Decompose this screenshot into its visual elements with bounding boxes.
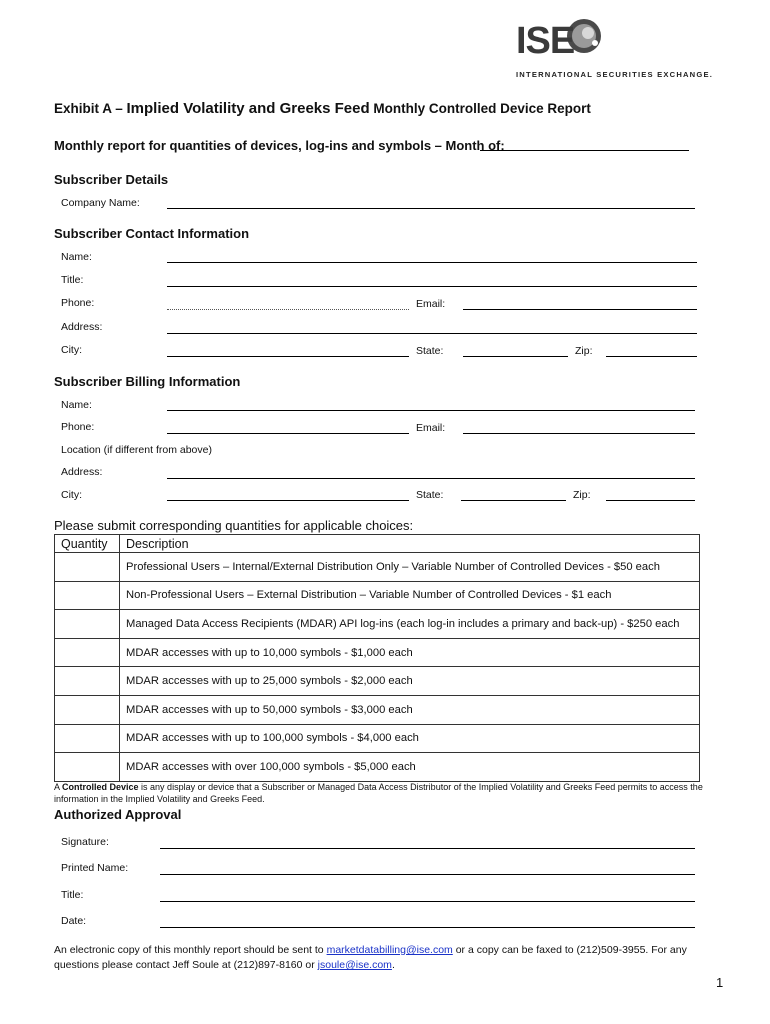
contact-address-label: Address: — [61, 321, 103, 333]
month-of-label: Monthly report for quantities of devices, log-ins and symbols – Month of: — [54, 138, 505, 153]
quantity-input[interactable] — [55, 724, 120, 753]
contact-email-field[interactable] — [463, 309, 697, 310]
billing-address-label: Address: — [61, 466, 103, 478]
contact-name-field[interactable] — [167, 262, 697, 263]
description-cell: MDAR accesses with up to 100,000 symbols - $4,000 each — [120, 724, 700, 753]
printed-name-field[interactable] — [160, 874, 695, 875]
billing-name-field[interactable] — [167, 410, 695, 411]
contact-email-link[interactable]: jsoule@ise.com — [317, 959, 392, 971]
signature-field[interactable] — [160, 848, 695, 849]
table-row — [55, 581, 700, 610]
table-row — [55, 667, 700, 696]
description-cell: Non-Professional Users – External Distribution – Variable Number of Controlled Devices - $1 each — [120, 581, 700, 610]
contact-city-label: City: — [61, 344, 82, 356]
document-title: Exhibit A – Implied Volatility and Greeks Feed Monthly Controlled Device Report — [54, 100, 591, 117]
table-row — [55, 753, 700, 782]
submission-instructions: An electronic copy of this monthly report should be sent to marketdatabilling@ise.com or a copy can be faxed to (212)509-3955. For any questions please contact Jeff Soule at (212)897-8160 or jsoule@ise.com. — [54, 944, 687, 971]
contact-heading: Subscriber Contact Information — [54, 226, 250, 241]
contact-title-label: Title: — [61, 274, 84, 286]
billing-location-note: Location (if different from above) — [61, 444, 212, 456]
signature-label: Signature: — [61, 836, 109, 848]
contact-zip-field[interactable] — [606, 356, 697, 357]
quantity-input[interactable] — [55, 667, 120, 696]
contact-phone-field[interactable] — [167, 309, 409, 310]
description-cell: Professional Users – Internal/External Distribution Only – Variable Number of Controlled Devices - $50 each — [120, 553, 700, 582]
billing-email-link[interactable]: marketdatabilling@ise.com — [326, 944, 453, 956]
contact-phone-label: Phone: — [61, 297, 95, 309]
quantity-column-header: Quantity — [55, 535, 120, 553]
billing-phone-label: Phone: — [61, 421, 95, 433]
quantity-input[interactable] — [55, 581, 120, 610]
billing-heading: Subscriber Billing Information — [54, 374, 241, 389]
table-row — [55, 610, 700, 639]
contact-title-field[interactable] — [167, 286, 697, 287]
contact-email-label: Email: — [416, 298, 446, 310]
page-number: 1 — [716, 975, 724, 990]
description-cell: MDAR accesses with over 100,000 symbols - $5,000 each — [120, 753, 700, 782]
billing-zip-field[interactable] — [606, 500, 695, 501]
description-cell: MDAR accesses with up to 50,000 symbols - $3,000 each — [120, 695, 700, 724]
month-of-field[interactable] — [480, 150, 689, 151]
approval-title-label: Title: — [61, 889, 84, 901]
description-column-header: Description — [120, 535, 700, 553]
logo-letters: ISE — [516, 20, 575, 62]
billing-state-field[interactable] — [461, 500, 566, 501]
table-row — [55, 724, 700, 753]
contact-zip-label: Zip: — [575, 345, 593, 357]
subscriber-details-heading: Subscriber Details — [54, 172, 169, 187]
table-row — [55, 638, 700, 667]
table-row — [55, 553, 700, 582]
date-field[interactable] — [160, 927, 695, 928]
choices-table — [54, 534, 700, 782]
quantity-input[interactable] — [55, 695, 120, 724]
table-header-row — [55, 535, 700, 553]
date-label: Date: — [61, 915, 87, 927]
billing-city-label: City: — [61, 489, 82, 501]
billing-zip-label: Zip: — [573, 489, 591, 501]
approval-heading: Authorized Approval — [54, 807, 182, 822]
billing-name-label: Name: — [61, 399, 92, 411]
billing-email-field[interactable] — [463, 433, 695, 434]
contact-address-field[interactable] — [167, 333, 697, 334]
billing-state-label: State: — [416, 489, 444, 501]
description-cell: MDAR accesses with up to 10,000 symbols - $1,000 each — [120, 638, 700, 667]
table-row — [55, 695, 700, 724]
billing-phone-field[interactable] — [167, 433, 409, 434]
approval-title-field[interactable] — [160, 901, 695, 902]
logo-tagline: INTERNATIONAL SECURITIES EXCHANGE. — [516, 70, 714, 79]
choices-intro: Please submit corresponding quantities for applicable choices: — [54, 518, 414, 533]
contact-name-label: Name: — [61, 251, 92, 263]
company-name-field[interactable] — [167, 208, 695, 209]
description-cell: MDAR accesses with up to 25,000 symbols - $2,000 each — [120, 667, 700, 696]
quantity-input[interactable] — [55, 610, 120, 639]
billing-address-field[interactable] — [167, 478, 695, 479]
description-cell: Managed Data Access Recipients (MDAR) API log-ins (each log-in includes a primary and back-up) - $250 each — [120, 610, 700, 639]
contact-state-field[interactable] — [463, 356, 568, 357]
contact-city-field[interactable] — [167, 356, 409, 357]
company-name-label: Company Name: — [61, 197, 140, 209]
quantity-input[interactable] — [55, 638, 120, 667]
billing-email-label: Email: — [416, 422, 446, 434]
quantity-input[interactable] — [55, 753, 120, 782]
billing-city-field[interactable] — [167, 500, 409, 501]
contact-state-label: State: — [416, 345, 444, 357]
quantity-input[interactable] — [55, 553, 120, 582]
printed-name-label: Printed Name: — [61, 862, 129, 874]
controlled-device-footnote: A Controlled Device is any display or device that a Subscriber or Managed Data Access Distributor of the Implied Volatility and Greeks Feed permits to access the information in the Implied Volatility and Greeks Feed. — [54, 782, 703, 804]
